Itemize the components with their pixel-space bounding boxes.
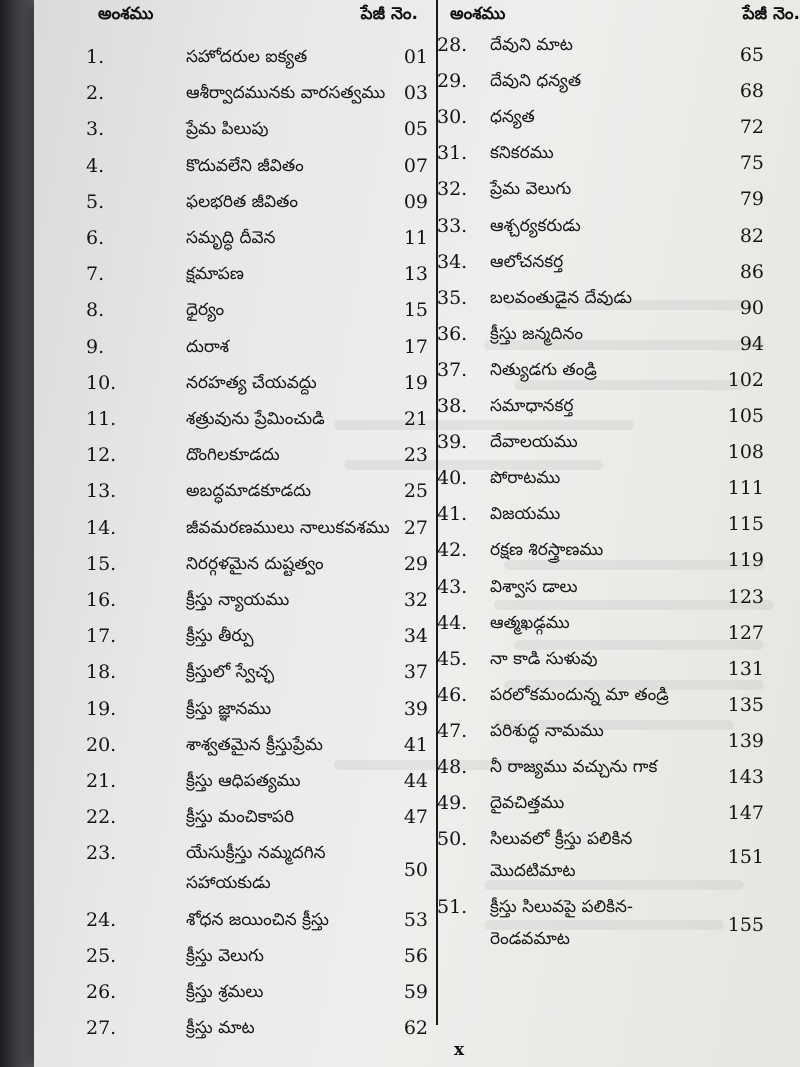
entry-title: క్రీస్తు తీర్పు [186,626,254,647]
entry-page-number: 147 [727,802,764,825]
entry-page-number: 79 [739,188,764,211]
entry-title: సహోదరుల ఐక్యత [186,47,308,67]
entry-page-number: 105 [727,405,764,427]
entry-number: 7. [86,263,105,286]
entry-title: ధన్యత [490,107,535,128]
entry-number: 22. [86,806,117,829]
entry-page-number: 25 [403,480,428,503]
entry-page-number: 05 [403,118,428,141]
entry-title: క్రీస్తు ఆధిపత్యము [186,771,301,791]
entry-title: నీ రాజ్యము వచ్చును గాక [490,757,658,777]
entry-title: క్రీస్తు న్యాయము [186,590,290,610]
entry-number: 36. [437,322,468,345]
entry-title: అబద్ధమాడకూడదు [186,481,312,502]
entry-page-number: 65 [739,44,764,66]
entry-title: విశ్వాస డాలు [490,576,578,597]
entry-number: 51. [437,896,468,919]
entry-number: 40. [437,467,468,490]
entry-number: 47. [437,719,468,742]
entry-title: విజయము [490,504,561,525]
entry-number: 20. [86,733,117,756]
entry-page-number: 94 [739,332,764,355]
entry-number: 42. [437,539,468,562]
entry-title: నరహత్య చేయవద్దు [186,372,317,393]
entry-page-number: 53 [403,908,428,931]
entry-number: 23. [86,842,117,865]
entry-title: సమృద్ధి దీవెన [186,228,276,248]
entry-title: రక్షణ శిరస్త్రాణము [490,540,604,561]
entry-title: క్రీస్తు జన్మదినం [490,323,584,344]
entry-page-number: 123 [727,585,764,608]
entry-page-number: 03 [403,82,428,105]
entry-title: జీవమరణములు నాలుకవశము [186,517,390,538]
entry-page-number: 23 [403,444,428,467]
entry-page-number: 56 [403,944,428,967]
entry-page-number: 62 [403,1017,428,1040]
entry-number: 13. [86,480,117,503]
entry-page-number: 127 [727,621,764,644]
entry-page-number: 50 [403,859,428,882]
toc-entry [437,896,764,960]
entry-page-number: 01 [403,46,428,68]
entry-number: 9. [86,335,105,358]
entry-number: 29. [437,70,468,93]
entry-page-number: 17 [403,335,428,358]
entry-page-number: 44 [403,770,428,792]
entry-page-number: 47 [403,806,428,829]
entry-number: 46. [437,683,468,706]
entry-title: కనికరము [490,143,554,164]
entry-title: యేసుక్రీస్తు నమ్మదగిన [186,843,326,864]
entry-title: ధైర్యం [186,300,225,321]
entry-number: 37. [437,358,468,381]
entry-number: 6. [86,227,105,249]
entry-title: క్రీస్తు సిలువపై పలికిన- [490,897,634,918]
entry-number: 25. [86,944,117,967]
entry-number: 15. [86,552,117,575]
entry-title-continued: మొదటిమాట [490,861,576,882]
entry-page-number: 07 [403,154,428,177]
entry-title: ఆశ్చర్యకరుడు [490,215,581,236]
entry-page-number: 72 [739,116,764,139]
entry-title: సిలువలో క్రీస్తు పలికిన [490,829,633,850]
entry-title-continued: సహాయకుడు [186,873,271,894]
entry-number: 11. [86,408,117,430]
entry-title: ఫలభరిత జీవితం [186,191,298,212]
entry-number: 31. [437,142,468,165]
entry-title: సమాధానకర్త [490,396,574,416]
entry-title: శాశ్వతమైన క్రీస్తుప్రేమ [186,734,323,755]
entry-page-number: 155 [727,914,764,937]
entry-title: క్రీస్తు వెలుగు [186,945,264,966]
entry-page-number: 90 [739,296,764,319]
entry-page-number: 59 [403,981,428,1003]
entry-title: శత్రువును ప్రేమించుడి [186,409,325,429]
entry-title: క్రీస్తు మాట [186,1018,255,1039]
entry-page-number: 115 [727,513,764,536]
entry-number: 50. [437,828,468,851]
entry-title: కొదువలేని జీవితం [186,155,304,176]
page-number-label: పేజీ నెం. [360,4,418,24]
entry-page-number: 41 [403,733,428,756]
entry-number: 27. [86,1017,117,1040]
entry-number: 44. [437,611,468,634]
entry-number: 35. [437,286,468,309]
entry-page-number: 39 [403,697,428,720]
entry-page-number: 131 [727,657,764,680]
entry-number: 28. [437,34,468,56]
entry-title: దేవుని ధన్యత [490,71,582,92]
entry-title: క్రీస్తు మంచికాపరి [186,807,295,828]
entry-number: 21. [86,770,117,792]
entry-title: ఆశీర్వాదమునకు వారసత్వము [186,83,386,104]
entry-page-number: 29 [403,552,428,575]
header-left [98,4,418,32]
entry-title: క్రీస్తు శ్రమలు [186,982,264,1002]
entry-page-number: 27 [403,516,428,539]
entry-number: 1. [86,46,105,68]
entry-number: 26. [86,981,117,1003]
entry-number: 3. [86,118,105,141]
toc-entry [437,828,764,892]
entry-page-number: 102 [727,368,764,391]
entry-page-number: 13 [403,263,428,286]
page-number-label: పేజీ నెం. [742,4,800,24]
entry-page-number: 82 [739,224,764,247]
entry-title: దురాశ [186,336,229,357]
entry-page-number: 37 [403,661,428,684]
entry-number: 24. [86,908,117,931]
entry-page-number: 151 [727,846,764,869]
book-page [34,0,800,1067]
entry-title: ప్రేమ పిలుపు [186,119,269,140]
entry-page-number: 86 [739,260,764,283]
entry-title: క్రీస్తులో స్వేచ్ఛ [186,662,275,683]
entry-number: 48. [437,756,468,778]
entry-page-number: 143 [727,766,764,788]
entry-title: నా కాడి సుళువు [490,648,598,669]
entry-title: బలవంతుడైన దేవుడు [490,287,632,308]
entry-number: 12. [86,444,117,467]
entry-title: పరిశుద్ధ నామము [490,720,604,741]
entry-number: 8. [86,299,105,322]
entry-number: 17. [86,625,117,648]
entry-title: క్షమాపణ [186,264,244,285]
entry-number: 41. [437,503,468,526]
topic-label: అంశము [450,4,506,24]
entry-title: పరలోకమందున్న మా తండ్రి [490,684,669,705]
entry-number: 14. [86,516,117,539]
entry-page-number: 34 [403,625,428,648]
entry-page-number: 119 [727,549,764,572]
entry-title: నిత్యుడగు తండ్రి [490,359,597,380]
entry-page-number: 68 [739,80,764,103]
entry-title: ప్రేమ వెలుగు [490,179,572,200]
entry-title: ఆత్మఖడ్గము [490,612,570,633]
entry-number: 49. [437,792,468,815]
entry-number: 19. [86,697,117,720]
entry-page-number: 135 [727,693,764,716]
entry-number: 30. [437,106,468,129]
entry-page-number: 111 [727,477,764,500]
entry-number: 33. [437,214,468,237]
entry-title: శోధన జయించిన క్రీస్తు [186,909,329,930]
entry-title: దేవుని మాట [490,35,573,55]
entry-page-number: 108 [727,441,764,464]
entry-title: క్రీస్తు జ్ఞానము [186,698,272,719]
entry-title: దైవచిత్తము [490,793,565,814]
entry-page-number: 139 [727,729,764,752]
footer-page-number: x [454,1040,465,1060]
entry-page-number: 32 [403,589,428,611]
entry-title: దొంగిలకూడదు [186,445,280,466]
toc-entry [86,842,428,902]
entry-number: 10. [86,371,117,394]
entry-title: దేవాలయము [490,432,578,453]
entry-number: 38. [437,395,468,417]
entry-number: 4. [86,154,105,177]
entry-title-continued: రెండవమాట [490,929,570,950]
entry-number: 18. [86,661,117,684]
header-right [450,4,800,32]
entry-number: 39. [437,431,468,454]
entry-number: 32. [437,178,468,201]
entry-title: ఆలోచనకర్త [490,251,564,272]
topic-label: అంశము [98,4,154,24]
entry-number: 5. [86,190,105,213]
entry-number: 2. [86,82,105,105]
entry-title: నిరర్గళమైన దుష్టత్వం [186,553,324,574]
entry-page-number: 15 [403,299,428,322]
entry-page-number: 09 [403,190,428,213]
entry-page-number: 21 [403,408,428,430]
entry-page-number: 75 [739,152,764,175]
entry-page-number: 11 [403,227,428,249]
entry-title: పోరాటము [490,468,561,489]
entry-number: 45. [437,647,468,670]
entry-number: 34. [437,250,468,273]
entry-page-number: 19 [403,371,428,394]
entry-number: 43. [437,575,468,598]
entry-number: 16. [86,589,117,611]
